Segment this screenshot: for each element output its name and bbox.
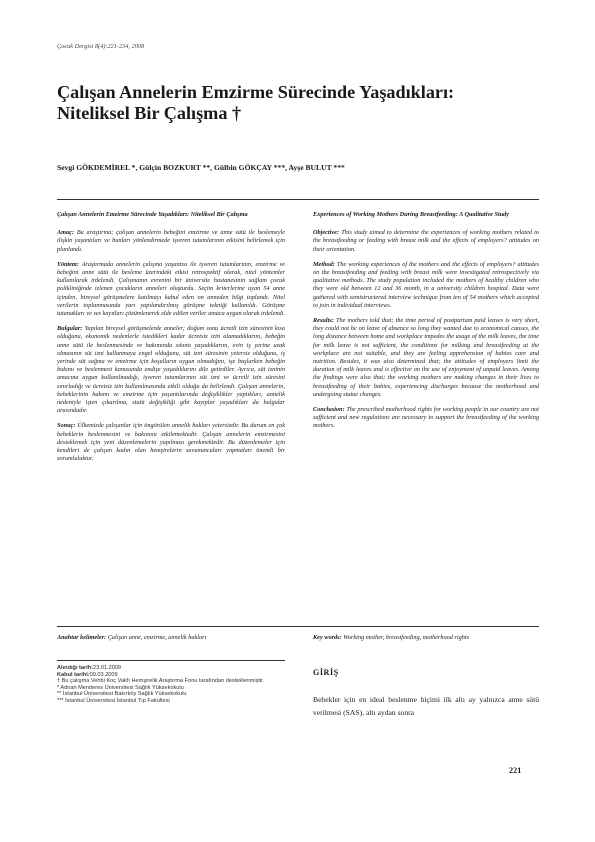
tr-abstract-heading: Çalışan Annelerin Emzirme Sürecinde Yaşadıkları: Niteliksel Bir Çalışma bbox=[57, 211, 248, 218]
tr-keywords-text: Çalışan anne, emzirme, annelik hakları bbox=[106, 634, 207, 641]
en-method-text: The working experiences of the mothers and the effects of employers? attitudes on the breastfeeding and feeding with breast milk were investigated retrospectively via qualitative methods. The study population included the mothers of healthy children who they were old between 12 and 36 month, in a university children hospital. Data were gathered with semistructered interview technique from ten of 54 mothers which accepted to join in individual interviews. bbox=[313, 260, 539, 309]
journal-reference: Çocuk Dergisi 8(4):221-234, 2008 bbox=[57, 43, 145, 50]
tr-sonuc bbox=[57, 422, 285, 463]
title-line-1: Çalışan Annelerin Emzirme Sürecinde Yaşadıkları: bbox=[57, 82, 455, 102]
tr-amac bbox=[57, 229, 285, 254]
accepted-value: 09.03.2009 bbox=[89, 671, 118, 678]
en-conclusion-text: The prescribed motherhood rights for working people in our country are not sufficient and new regulations are necessary to support the breastfeeding of the working mothers. bbox=[313, 406, 539, 430]
tr-bulgular-label: Bulgular: bbox=[57, 325, 83, 333]
top-rule bbox=[57, 199, 539, 200]
tr-bulgular-text: Yapılan bireysel görüşmelerde anneler; doğum sonu ücretli izin süresinin kısa olduğunu, ekonomik nedenlerle istedikleri kadar ücretsiz izin alamadıklarını, bebeğin anne sütü ile beslenmesinde ve bakımında sıkıntı yaşadıklarını, evin iş yerine uzak olmasının süt izni kullanmaya engel olduğunu, süt izni süresinin yetersiz olduğunu, iş yerinde süt sağma ve emzirme için koşulların uygun olmadığını, işe başlarken bebeğin bakımı ve beslenmesi konusunda endişe yaşadıklarını dile getirdiler. Ayrıca, süt izninin amacına uygun kullanılmadığı, işveren tutumlarının süt izni ve ücretli izin süresini sınırladığı ve ücretsiz izin kullanılmasında etkili olduğu da belirlendi. Çalışan annelerin, bebeklerinin bakımı ve emzirme için yaşantılarında değişiklikler yaptıkları, annelik nedeniyle işten çıkarılma, statü değişikliği gibi kayıplar yaşadıkları da bulgular arasındadır. bbox=[57, 325, 285, 415]
turkish-abstract bbox=[57, 211, 285, 470]
tr-sonuc-text: Ülkemizde çalışanlar için öngörülen annelik hakları yetersizdir. Bu durum en çok bebeklerin beslenmesini ve bakımını etkilemektedir. Çalışan annelerin emzirmesini desteklemek için yeni düzenlemelerin yapılması gerekmektedir. Bu düzenlemeler için kendileri de çalışan kadın olan hemşirelerin savununcuları yapmaları önemli bir sorumluluktur. bbox=[57, 422, 285, 463]
english-abstract bbox=[313, 211, 539, 438]
en-results-label: Results: bbox=[313, 317, 334, 325]
en-method bbox=[313, 261, 539, 310]
en-method-label: Method: bbox=[313, 260, 335, 268]
keywords-rule bbox=[57, 626, 539, 627]
paper-title bbox=[57, 82, 537, 124]
tr-sonuc-label: Sonuç: bbox=[57, 422, 76, 430]
affiliation-1: * Adnan Menderes Üniversitesi Sağlık Yüksekokulu bbox=[57, 684, 184, 691]
en-results-text: The mothers told that; the time period of postpartum paid leaves is very short, they could not be on leave of absence so long they wanted due to economical causes, the long distance between home and workplace impedes the usage of the milk leaves, the time for milk leave is not sufficient, the conditions for milking and breastfeeding at the workplace are not suitable, and they are feeling apprehension of babies care and nutrition. Besides, it was also determined that; the attitudes of employers limit the duration of milk leaves and is effective on the use of enjoyment of unpaid leaves. Among the findings were also that; the working mothers are making changes in their lives to breastfeeding of their babies, experiencing discharges because the motherhood and undergoing statue changes. bbox=[313, 317, 539, 398]
tr-amac-label: Amaç: bbox=[57, 229, 75, 237]
tr-yontem-label: Yöntem: bbox=[57, 260, 79, 268]
en-abstract-heading: Experiences of Working Mothers During Breastfeeding: A Qualitative Study bbox=[313, 211, 510, 218]
section-heading-giris: GİRİŞ bbox=[313, 668, 339, 677]
affiliation-3: *** İstanbul Üniversitesi İstanbul Tıp Fakültesi bbox=[57, 697, 170, 704]
tr-yontem bbox=[57, 261, 285, 318]
tr-keywords-label: Anahtar kelimeler: bbox=[57, 634, 107, 641]
received-value: 23.01.2009 bbox=[93, 665, 122, 671]
en-results bbox=[313, 317, 539, 399]
tr-yontem-text: Araştırmada annelerin çalışma yaşantısı ile işveren tutumlarının, emzirme ve bebeğini anne sütü ile besleme üzerindeki etkisi retrospektif olarak, nitel yöntemler kullanılarak irdelendi. Çalışmanın evrenini bir üniversite hastanesinin sağlam çocuk polikliniğinde izlenen çocukların anneleri oluşturdu. Seçim kriterlerine uyan 54 anne içinden, bireysel görüşmelere katılmayı kabul eden on anneden bilgi toplandı. Nitel verilerin toplanmasında yarı yapılandırılmış görüşme tekniği kullanıldı. Görüşme tutanakları ve ses kayıtları çözümlenerek elde edilen veriler amaca uygun olarak irdelendi. bbox=[57, 260, 285, 318]
giris-body-text: Bebekler için en ideal beslenme biçimi ilk altı ay yalnızca anne sütü verilmesi (SAS), altı aydan sonra bbox=[313, 695, 539, 717]
en-objective-text: This study aimed to determine the experiences of working mothers related to the breastfeeding or feeding with breast milk and the effects of employers? attitudes on their orientation. bbox=[313, 229, 539, 253]
en-objective-label: Objective: bbox=[313, 229, 340, 237]
tr-keywords bbox=[57, 634, 285, 642]
funding-note: † Bu çalışma Vehbi Koç Vakfı Hemşirelik Araştırma Fonu tarafından desteklenmiştir. bbox=[57, 678, 265, 685]
en-keywords-text: Working mother, breastfeeding, motherhood rights bbox=[341, 634, 470, 641]
page-number: 221 bbox=[509, 766, 522, 775]
en-keywords bbox=[313, 634, 539, 642]
notes-rule bbox=[57, 660, 285, 661]
en-conclusion bbox=[313, 406, 539, 431]
en-conclusion-label: Conclusion: bbox=[313, 406, 345, 414]
en-objective bbox=[313, 229, 539, 254]
footnotes bbox=[57, 665, 282, 705]
authors: Sevgi GÖKDEMİREL *, Gülçin BOZKURT **, Gülbin GÖKÇAY ***, Ayşe BULUT *** bbox=[57, 163, 345, 172]
affiliation-2: ** İstanbul Üniversitesi Bakırköy Sağlık Yüksekokulu bbox=[57, 691, 187, 698]
received-label: Alındığı tarih: bbox=[57, 665, 94, 671]
accepted-label: Kabul tarihi: bbox=[57, 671, 90, 678]
tr-bulgular bbox=[57, 325, 285, 415]
received-date bbox=[57, 665, 282, 672]
en-keywords-label: Key words: bbox=[313, 634, 342, 641]
tr-amac-text: Bu araştırma; çalışan annelerin bebeğini emzirme ve anne sütü ile beslemeyle ilişkin yaşantıları ve bunları yönlendirmede işveren tutumlarının etkisini belirlemek için planlandı. bbox=[57, 229, 285, 253]
accepted-date bbox=[57, 672, 282, 679]
title-line-2: Niteliksel Bir Çalışma † bbox=[57, 103, 242, 123]
